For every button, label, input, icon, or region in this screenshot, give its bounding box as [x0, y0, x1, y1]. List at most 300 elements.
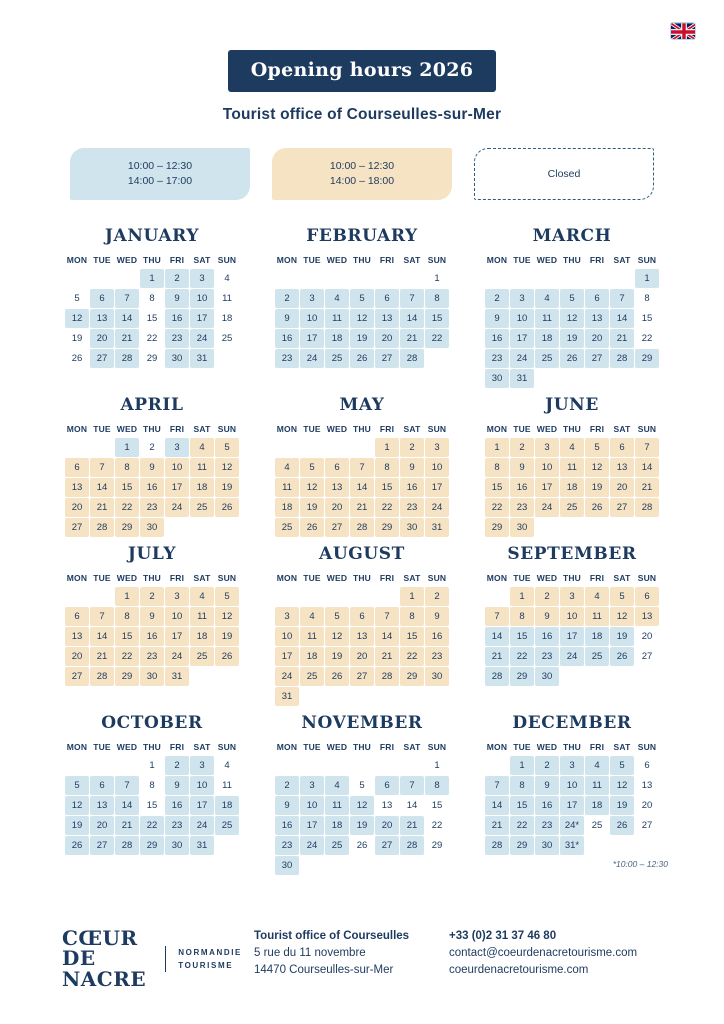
website-url[interactable]: coeurdenacretourisme.com — [449, 964, 589, 976]
day-cell: 17 — [165, 627, 189, 646]
day-cell-empty — [375, 756, 399, 775]
day-cell: 14 — [115, 796, 139, 815]
weekday-header: THU — [142, 255, 162, 265]
day-cell: 28 — [115, 349, 139, 368]
day-cell-empty — [215, 349, 239, 368]
day-cell: 24 — [510, 349, 534, 368]
day-cell: 2 — [510, 438, 534, 457]
logo — [62, 928, 242, 990]
month-title: MAY — [339, 395, 385, 415]
month-table — [274, 572, 450, 707]
weekday-header: MON — [276, 573, 298, 583]
week-row — [275, 289, 449, 308]
day-cell: 28 — [400, 349, 424, 368]
weekday-header: FRI — [379, 742, 395, 752]
day-cell: 12 — [300, 478, 324, 497]
day-cell: 20 — [375, 329, 399, 348]
day-cell: 17 — [425, 478, 449, 497]
day-cell: 15 — [510, 627, 534, 646]
day-cell: 6 — [90, 776, 114, 795]
day-cell: 20 — [375, 816, 399, 835]
day-cell: 28 — [90, 667, 114, 686]
day-cell: 27 — [350, 667, 374, 686]
day-cell-empty — [400, 687, 424, 706]
day-cell: 24 — [190, 329, 214, 348]
week-row — [485, 498, 659, 517]
day-cell: 21 — [375, 647, 399, 666]
weekday-header: FRI — [169, 742, 185, 752]
weekday-header: SUN — [217, 742, 237, 752]
week-row — [485, 587, 659, 606]
day-cell: 8 — [149, 293, 155, 304]
day-cell: 21 — [90, 498, 114, 517]
day-cell-empty — [190, 667, 214, 686]
day-cell: 26 — [585, 498, 609, 517]
day-cell: 3 — [165, 438, 189, 457]
month-september — [472, 544, 672, 707]
weekday-header: SUN — [637, 255, 657, 265]
month-april — [52, 395, 252, 538]
day-cell: 19 — [610, 796, 634, 815]
day-cell: 20 — [350, 647, 374, 666]
weekday-header: TUE — [303, 255, 321, 265]
day-cell: 23 — [165, 329, 189, 348]
weekday-header: SAT — [193, 424, 211, 434]
weekday-header: SAT — [403, 424, 421, 434]
day-cell: 10 — [165, 607, 189, 626]
weekday-header: SAT — [193, 255, 211, 265]
weekday-header: TUE — [513, 255, 531, 265]
day-cell: 24 — [190, 816, 214, 835]
day-cell: 28 — [115, 836, 139, 855]
day-cell: 9 — [510, 458, 534, 477]
week-row — [275, 329, 449, 348]
day-cell-empty — [485, 756, 509, 775]
uk-flag-icon[interactable] — [670, 22, 696, 40]
day-cell: 29 — [485, 518, 509, 537]
day-cell: 8 — [115, 607, 139, 626]
month-title: AUGUST — [319, 544, 405, 564]
day-cell-empty — [425, 687, 449, 706]
weekday-header: MON — [66, 424, 88, 434]
day-cell-empty — [400, 856, 424, 875]
day-cell: 13 — [65, 478, 89, 497]
day-cell-empty — [215, 667, 239, 686]
day-cell: 2 — [165, 756, 189, 775]
day-cell: 9 — [275, 796, 299, 815]
day-cell: 7 — [90, 607, 114, 626]
week-row — [65, 816, 239, 835]
day-cell: 29 — [510, 836, 534, 855]
month-july — [52, 544, 252, 707]
day-cell: 23 — [425, 647, 449, 666]
day-cell: 27 — [65, 667, 89, 686]
day-cell: 20 — [65, 647, 89, 666]
day-cell: 20 — [65, 498, 89, 517]
day-cell: 15 — [146, 313, 158, 324]
day-cell: 25 — [190, 647, 214, 666]
day-cell: 23 — [140, 498, 164, 517]
day-cell: 26 — [215, 498, 239, 517]
day-cell: 2 — [400, 438, 424, 457]
day-cell: 30 — [535, 667, 559, 686]
week-row — [275, 667, 449, 686]
day-cell-empty — [375, 269, 399, 288]
week-row — [275, 309, 449, 328]
day-cell: 23 — [165, 816, 189, 835]
day-cell: 29 — [146, 353, 158, 364]
day-cell-empty — [300, 756, 324, 775]
day-cell: 19 — [300, 498, 324, 517]
month-table — [64, 254, 240, 369]
day-cell: 30 — [425, 667, 449, 686]
day-cell: 17 — [510, 329, 534, 348]
week-row — [65, 776, 239, 795]
day-cell: 23 — [510, 498, 534, 517]
day-cell: 2 — [275, 776, 299, 795]
day-cell: 18 — [275, 498, 299, 517]
day-cell: 16 — [510, 478, 534, 497]
weekday-header: WED — [326, 255, 348, 265]
day-cell: 16 — [485, 329, 509, 348]
weekday-header: TUE — [513, 424, 531, 434]
week-row — [65, 518, 239, 537]
day-cell: 17 — [165, 478, 189, 497]
day-cell: 6 — [90, 289, 114, 308]
day-cell: 4 — [560, 438, 584, 457]
weekday-header: THU — [142, 573, 162, 583]
day-cell: 1 — [140, 269, 164, 288]
day-cell: 11 — [325, 309, 349, 328]
day-cell: 6 — [610, 438, 634, 457]
day-cell: 23 — [535, 816, 559, 835]
day-cell: 20 — [641, 800, 653, 811]
day-cell: 19 — [65, 816, 89, 835]
day-cell: 28 — [375, 667, 399, 686]
day-cell: 29 — [140, 836, 164, 855]
day-cell: 7 — [635, 438, 659, 457]
day-cell: 15 — [641, 313, 653, 324]
day-cell: 2 — [149, 442, 155, 453]
day-cell: 30 — [275, 856, 299, 875]
day-cell: 2 — [535, 587, 559, 606]
day-cell: 11 — [300, 627, 324, 646]
weekday-header: WED — [116, 742, 138, 752]
day-cell-empty — [300, 438, 324, 457]
day-cell: 9 — [140, 458, 164, 477]
day-cell: 14 — [350, 478, 374, 497]
day-cell-empty — [635, 518, 659, 537]
weekday-header: SUN — [637, 573, 657, 583]
day-cell: 16 — [140, 627, 164, 646]
month-october — [52, 713, 252, 876]
day-cell: 11 — [190, 607, 214, 626]
day-cell: 14 — [115, 309, 139, 328]
day-cell: 4 — [585, 587, 609, 606]
day-cell: 3 — [190, 756, 214, 775]
week-row — [485, 329, 659, 348]
day-cell: 10 — [300, 309, 324, 328]
weekday-header: TUE — [303, 424, 321, 434]
day-cell: 24* — [560, 816, 584, 835]
weekday-header: MON — [66, 255, 88, 265]
day-cell: 26 — [71, 353, 83, 364]
day-cell: 15 — [510, 796, 534, 815]
day-cell: 29 — [400, 667, 424, 686]
day-cell: 30 — [165, 349, 189, 368]
day-cell-empty — [510, 269, 534, 288]
day-cell: 6 — [350, 607, 374, 626]
day-cell: 12 — [65, 796, 89, 815]
day-cell: 22 — [115, 498, 139, 517]
day-cell-empty — [90, 587, 114, 606]
day-cell: 16 — [140, 478, 164, 497]
weekday-header: FRI — [379, 424, 395, 434]
day-cell: 25 — [190, 498, 214, 517]
month-table — [274, 423, 450, 538]
day-cell: 31* — [560, 836, 584, 855]
day-cell: 23 — [400, 498, 424, 517]
day-cell: 30 — [400, 518, 424, 537]
day-cell: 15 — [115, 478, 139, 497]
week-row — [65, 587, 239, 606]
weekday-header: TUE — [303, 573, 321, 583]
weekday-header: MON — [486, 573, 508, 583]
day-cell-empty — [535, 369, 559, 388]
day-cell: 11 — [325, 796, 349, 815]
weekday-header: THU — [352, 424, 372, 434]
day-cell: 25 — [275, 518, 299, 537]
weekday-header: FRI — [169, 573, 185, 583]
weekday-header: SAT — [403, 255, 421, 265]
day-cell: 7 — [400, 776, 424, 795]
day-cell-empty — [350, 856, 374, 875]
day-cell: 9 — [400, 458, 424, 477]
month-title: NOVEMBER — [301, 713, 423, 733]
day-cell: 24 — [300, 836, 324, 855]
day-cell: 28 — [90, 518, 114, 537]
day-cell-empty — [535, 269, 559, 288]
day-cell: 8 — [425, 776, 449, 795]
day-cell: 19 — [350, 816, 374, 835]
day-cell: 15 — [425, 309, 449, 328]
day-cell-empty — [375, 687, 399, 706]
week-row — [275, 587, 449, 606]
day-cell: 4 — [325, 776, 349, 795]
day-cell: 2 — [485, 289, 509, 308]
day-cell: 24 — [560, 647, 584, 666]
month-title: DECEMBER — [512, 713, 632, 733]
day-cell: 13 — [65, 627, 89, 646]
day-cell: 20 — [610, 478, 634, 497]
month-november — [262, 713, 462, 876]
day-cell: 26 — [356, 840, 368, 851]
month-table — [484, 254, 660, 389]
weekday-header: SUN — [217, 255, 237, 265]
address-line-1: 5 rue du 11 novembre — [254, 947, 366, 959]
email-address[interactable]: contact@coeurdenacretourisme.com — [449, 947, 638, 959]
day-cell: 30 — [140, 667, 164, 686]
day-cell: 10 — [300, 796, 324, 815]
day-cell-empty — [425, 349, 449, 368]
day-cell: 5 — [74, 293, 80, 304]
day-cell: 27 — [325, 518, 349, 537]
weekday-header: MON — [486, 255, 508, 265]
day-cell: 18 — [325, 816, 349, 835]
day-cell: 19 — [71, 333, 83, 344]
day-cell: 25 — [300, 667, 324, 686]
day-cell: 8 — [149, 780, 155, 791]
day-cell: 19 — [215, 627, 239, 646]
day-cell: 28 — [610, 349, 634, 368]
day-cell: 31 — [510, 369, 534, 388]
day-cell: 26 — [300, 518, 324, 537]
month-august — [262, 544, 462, 707]
day-cell-empty — [90, 756, 114, 775]
day-cell: 26 — [350, 349, 374, 368]
day-cell: 7 — [350, 458, 374, 477]
day-cell: 24 — [535, 498, 559, 517]
week-row — [65, 289, 239, 308]
day-cell: 1 — [149, 760, 155, 771]
day-cell: 5 — [560, 289, 584, 308]
day-cell: 18 — [215, 796, 239, 815]
day-cell: 22 — [146, 333, 158, 344]
phone-number[interactable]: +33 (0)2 31 37 46 80 — [449, 930, 557, 942]
day-cell: 4 — [224, 273, 230, 284]
day-cell: 21 — [115, 816, 139, 835]
day-cell-empty — [635, 836, 659, 855]
day-cell: 21 — [350, 498, 374, 517]
week-row — [485, 836, 659, 855]
weekday-header: MON — [486, 424, 508, 434]
day-cell: 19 — [610, 627, 634, 646]
day-cell: 10 — [190, 776, 214, 795]
day-cell: 28 — [400, 836, 424, 855]
weekday-header: TUE — [513, 573, 531, 583]
day-cell: 11 — [222, 780, 232, 791]
weekday-header: THU — [142, 424, 162, 434]
day-cell: 16 — [535, 796, 559, 815]
day-cell: 15 — [400, 627, 424, 646]
day-cell-empty — [610, 369, 634, 388]
day-cell: 20 — [325, 498, 349, 517]
weekday-header: SAT — [403, 742, 421, 752]
day-cell: 6 — [375, 776, 399, 795]
day-cell: 15 — [375, 478, 399, 497]
day-cell: 26 — [560, 349, 584, 368]
month-title: OCTOBER — [101, 713, 203, 733]
week-row — [485, 627, 659, 646]
day-cell: 16 — [165, 309, 189, 328]
day-cell: 5 — [215, 587, 239, 606]
day-cell: 6 — [644, 760, 650, 771]
day-cell: 2 — [140, 587, 164, 606]
day-cell: 28 — [350, 518, 374, 537]
page-title: Opening hours 2026 — [228, 50, 496, 92]
week-row — [65, 627, 239, 646]
legend-beige-line1: 10:00 – 12:30 — [329, 160, 395, 172]
weekday-header: FRI — [589, 424, 605, 434]
day-cell: 1 — [115, 587, 139, 606]
week-row — [275, 687, 449, 706]
day-cell: 26 — [610, 816, 634, 835]
day-cell: 5 — [610, 756, 634, 775]
day-cell-empty — [325, 687, 349, 706]
day-cell: 29 — [375, 518, 399, 537]
weekday-header: SUN — [427, 424, 447, 434]
week-row — [275, 627, 449, 646]
day-cell: 3 — [190, 269, 214, 288]
day-cell: 21 — [115, 329, 139, 348]
day-cell: 5 — [350, 289, 374, 308]
day-cell-empty — [375, 856, 399, 875]
day-cell-empty — [275, 269, 299, 288]
week-row — [485, 369, 659, 388]
week-row — [485, 667, 659, 686]
day-cell: 18 — [190, 478, 214, 497]
day-cell-empty — [215, 836, 239, 855]
day-cell: 25 — [585, 647, 609, 666]
weekday-header: WED — [326, 573, 348, 583]
week-row — [275, 816, 449, 835]
day-cell: 13 — [350, 627, 374, 646]
day-cell: 5 — [585, 438, 609, 457]
weekday-header: WED — [326, 424, 348, 434]
day-cell: 8 — [510, 607, 534, 626]
day-cell: 13 — [610, 458, 634, 477]
day-cell: 5 — [610, 587, 634, 606]
day-cell-empty — [635, 667, 659, 686]
day-cell: 30 — [535, 836, 559, 855]
month-title: JANUARY — [104, 226, 200, 246]
day-cell: 13 — [585, 309, 609, 328]
day-cell: 26 — [65, 836, 89, 855]
weekday-header: MON — [66, 742, 88, 752]
day-cell-empty — [115, 756, 139, 775]
day-cell: 3 — [560, 756, 584, 775]
day-cell: 31 — [275, 687, 299, 706]
day-cell-empty — [585, 667, 609, 686]
week-row — [275, 647, 449, 666]
day-cell: 15 — [115, 627, 139, 646]
day-cell-empty — [425, 856, 449, 875]
day-cell: 24 — [275, 667, 299, 686]
day-cell: 4 — [224, 760, 230, 771]
day-cell: 25 — [325, 836, 349, 855]
week-row — [485, 349, 659, 368]
day-cell: 12 — [350, 309, 374, 328]
day-cell: 3 — [165, 587, 189, 606]
day-cell: 22 — [431, 820, 443, 831]
weekday-header: FRI — [379, 255, 395, 265]
legend-closed-label: Closed — [547, 167, 581, 180]
day-cell: 17 — [275, 647, 299, 666]
day-cell: 12 — [215, 607, 239, 626]
day-cell: 4 — [300, 607, 324, 626]
day-cell: 3 — [560, 587, 584, 606]
day-cell: 17 — [560, 627, 584, 646]
day-cell-empty — [485, 587, 509, 606]
day-cell: 2 — [165, 269, 189, 288]
weekday-header: TUE — [93, 742, 111, 752]
weekday-header: WED — [536, 255, 558, 265]
day-cell: 13 — [90, 309, 114, 328]
day-cell: 25 — [221, 333, 233, 344]
day-cell: 17 — [300, 329, 324, 348]
day-cell: 12 — [325, 627, 349, 646]
weekday-header: TUE — [513, 742, 531, 752]
